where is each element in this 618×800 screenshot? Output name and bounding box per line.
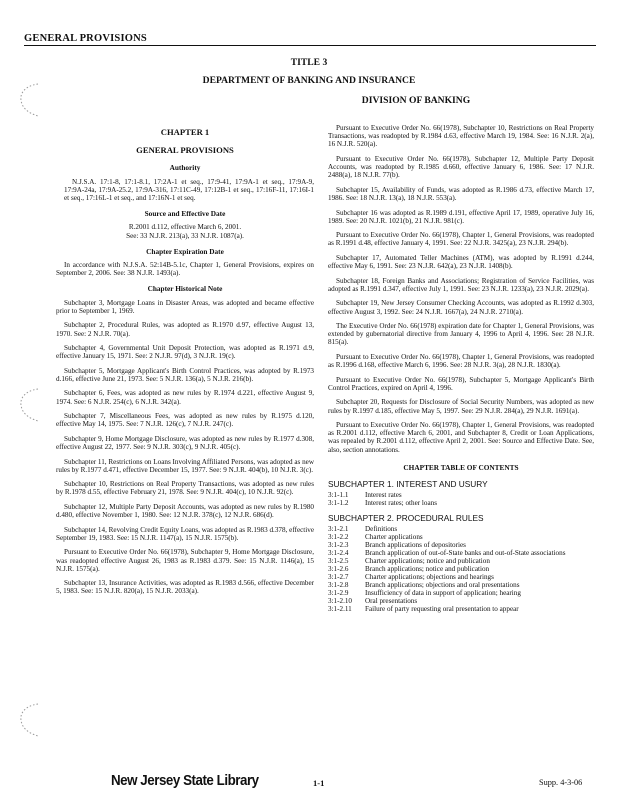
toc-row[interactable] xyxy=(328,565,594,573)
section-title: Insufficiency of data in support of application; hearing xyxy=(365,589,521,598)
section-title: Charter applications; notice and publication xyxy=(365,557,490,566)
history-note: Pursuant to Executive Order No. 66(1978), Chapter 1, General Provisions, was readopted as R.1996 d.168, effective March 6, 1996. See: 28 N.J.R. 3(a), 28 N.J.R. 1830(a). xyxy=(328,352,594,370)
history-note: Subchapter 3, Mortgage Loans in Disaster Areas, was adopted and became effective prior to September 1, 1969. xyxy=(56,298,314,315)
expiration-text: In accordance with N.J.S.A. 52:14B-5.1c, Chapter 1, General Provisions, expires on September 2, 2006. See: 38 N.J.R. 1493(a). xyxy=(56,261,314,278)
section-number: 3:1-2.1 xyxy=(328,525,349,534)
section-title: Failure of party requesting oral presentation to appear xyxy=(365,605,519,614)
toc-row[interactable] xyxy=(328,581,594,589)
history-note: Pursuant to Executive Order No. 66(1978), Chapter 1, General Provisions, was readopted as R.1991 d.48, effective January 4, 1991. See: 22 N.J.R. 3425(a), 23 N.J.R. 294(b). xyxy=(328,231,594,248)
history-note: Subchapter 18, Foreign Banks and Associations; Registration of Service Facilities, was adopted as R.1991 d.347, effective July 1, 1991. See: 23 N.J.R. 1233(a), 23 N.J.R. 2029(a). xyxy=(328,276,594,293)
section-title: Charter applications xyxy=(365,533,423,542)
binder-hole-mark-top xyxy=(16,80,44,120)
history-note: The Executive Order No. 66(1978) expiration date for Chapter 1, General Provisions, was extended by gubernatorial directive from January 4, 1996 to April 4, 1996. See: 28 N.J.R. 815(a). xyxy=(328,322,594,347)
history-note: Subchapter 15, Availability of Funds, was adopted as R.1986 d.73, effective March 17, 1986. See: 18 N.J.R. 13(a), 18 N.J.R. 553(a). xyxy=(328,185,594,203)
toc-row[interactable] xyxy=(328,541,594,549)
section-number: 3:1-2.3 xyxy=(328,541,349,550)
toc-row[interactable] xyxy=(328,491,594,499)
section-title: Branch application of out-of-State banks and out-of-State associations xyxy=(365,549,566,558)
section-number: 3:1-2.4 xyxy=(328,549,349,558)
history-note: Pursuant to Executive Order No. 66(1978), Subchapter 9, Home Mortgage Disclosure, was readopted effective August 26, 1983 as R.1983 d.379. See: 15 N.J.R. 1146(a), 15 N.J.R. 1575(a). xyxy=(56,548,314,573)
chapter-title: GENERAL PROVISIONS xyxy=(136,145,234,156)
history-note: Pursuant to Executive Order No. 66(1978), Subchapter 10, Restrictions on Real Property Transactions, was readopted by R.1984 d.63, effective March 19, 1984. See: 16 N.J.R. 2(a), 16 N.J.R. 520(a). xyxy=(328,124,594,149)
history-heading: Chapter Historical Note xyxy=(147,284,223,294)
history-note: Subchapter 2, Procedural Rules, was adopted as R.1970 d.97, effective August 13, 1970. See: 2 N.J.R. 70(a). xyxy=(56,321,314,338)
subchapter-1-title: SUBCHAPTER 1. INTEREST AND USURY xyxy=(328,479,488,490)
toc-heading: CHAPTER TABLE OF CONTENTS xyxy=(403,462,519,472)
supplement-date: Supp. 4-3-06 xyxy=(539,778,583,787)
section-number: 3:1-2.2 xyxy=(328,533,349,542)
chapter-heading: CHAPTER 1 xyxy=(160,127,210,137)
history-note: Subchapter 14, Revolving Credit Equity Loans, was adopted as R.1983 d.378, effective September 19, 1983. See: 15 N.J.R. 1147(a), 15 N.J.R. 1575(b). xyxy=(56,525,314,542)
section-title: Oral presentations xyxy=(365,597,418,606)
history-note: Subchapter 20, Requests for Disclosure of Social Security Numbers, was adopted as new rules by R.1997 d.185, effective May 5, 1997. See: 29 N.J.R. 284(a), 29 N.J.R. 1691(a). xyxy=(328,398,594,415)
section-title: Definitions xyxy=(365,525,398,534)
section-number: 3:1-2.10 xyxy=(328,597,352,606)
section-number: 3:1-2.6 xyxy=(328,565,349,574)
source-line: See: 33 N.J.R. 213(a), 33 N.J.R. 1087(a). xyxy=(126,231,244,240)
history-note: Subchapter 17, Automated Teller Machines (ATM), was adopted by R.1991 d.244, effective May 6, 1991. See: 23 N.J.R. 642(a), 23 N.J.R. 1408(b). xyxy=(328,253,594,271)
subchapter-2-title: SUBCHAPTER 2. PROCEDURAL RULES xyxy=(328,513,484,524)
running-head: GENERAL PROVISIONS xyxy=(24,33,596,46)
section-title: Charter applications; objections and hearings xyxy=(365,573,494,582)
toc-row[interactable] xyxy=(328,597,594,605)
toc-row[interactable] xyxy=(328,605,594,613)
history-note: Pursuant to Executive Order No. 66(1978), Subchapter 5, Mortgage Applicant's Birth Control Practices, expired on April 4, 1996. xyxy=(328,375,594,392)
source-text xyxy=(56,223,314,239)
history-note: Subchapter 5, Mortgage Applicant's Birth Control Practices, was adopted by R.1973 d.166, effective June 21, 1973. See: 5 N.J.R. 136(a), 5 N.J.R. 216(b). xyxy=(56,366,314,383)
history-note: Subchapter 6, Fees, was adopted as new rules by R.1974 d.221, effective August 9, 1974. See: 6 N.J.R. 254(c), 6 N.J.R. 342(a). xyxy=(56,389,314,406)
toc-row[interactable] xyxy=(328,533,594,541)
history-note: Subchapter 9, Home Mortgage Disclosure, was adopted as new rules by R.1977 d.308, effective August 22, 1977. See: 9 N.J.R. 303(c), 9 N.J.R. 405(c). xyxy=(56,434,314,452)
toc-row[interactable] xyxy=(328,557,594,565)
left-column xyxy=(56,128,314,602)
section-number: 3:1-2.11 xyxy=(328,605,352,614)
authority-text: N.J.S.A. 17:1-8, 17:1-8.1, 17:2A-1 et seq., 17:9-41, 17:9A-1 et seq., 17:9A-9, 17:9A-24a, 17:9A-25.2, 17:9A-316, 17:11C-49, 17:12B-1 et seq., 17:16F-11, 17:16I-1 et seq., 17:16L-1 et seq., and 17:16N-1 et seq. xyxy=(64,177,314,203)
section-number: 3:1-2.7 xyxy=(328,573,349,582)
section-number: 3:1-2.9 xyxy=(328,589,349,598)
toc-row[interactable] xyxy=(328,549,594,557)
toc-row[interactable] xyxy=(328,525,594,533)
right-column xyxy=(328,124,594,613)
section-title: Branch applications; objections and oral presentations xyxy=(365,581,520,590)
history-note: Subchapter 19, New Jersey Consumer Checking Accounts, was adopted as R.1992 d.303, effective August 3, 1992. See: 24 N.J.R. 1667(a), 24 N.J.R. 2710(a). xyxy=(328,299,594,316)
section-number: 3:1-2.5 xyxy=(328,557,349,566)
source-line: R.2001 d.112, effective March 6, 2001. xyxy=(128,223,242,232)
history-note: Subchapter 7, Miscellaneous Fees, was adopted as new rules by R.1975 d.120, effective May 14, 1975. See: 7 N.J.R. 126(c), 7 N.J.R. 247(c). xyxy=(56,412,314,429)
history-note: Subchapter 11, Restrictions on Loans Involving Affiliated Persons, was adopted as new rules by R.1977 d.471, effective December 15, 1977. See: 9 N.J.R. 404(b), 10 N.J.R. 3(c). xyxy=(56,457,314,474)
toc-row[interactable] xyxy=(328,589,594,597)
section-title: Interest rates; other loans xyxy=(365,499,437,508)
binder-hole-mark-middle xyxy=(16,385,44,425)
history-note: Pursuant to Executive Order No. 66(1978), Subchapter 12, Multiple Party Deposit Accounts, was readopted by R.1985 d.660, effective January 6, 1986. See: 17 N.J.R. 2488(a), 18 N.J.R. 77(b). xyxy=(328,154,594,180)
authority-heading: Authority xyxy=(169,163,201,173)
history-note: Pursuant to Executive Order No. 66(1978), Chapter 1, General Provisions, was readopted as R.2001 d.112, effective March 6, 2001, and Subchapter 8, Credit or Loan Applications, was repealed by R.2001 d.112, effective April 2, 2001. See: Source and Effective Date. See, also, section annotations. xyxy=(328,421,594,454)
section-title: Interest rates xyxy=(365,491,402,500)
section-title: Branch applications; notice and publication xyxy=(365,565,490,574)
binder-hole-mark-bottom xyxy=(16,700,44,740)
expiration-heading: Chapter Expiration Date xyxy=(146,246,224,256)
section-title: Branch applications of depositories xyxy=(365,541,466,550)
history-note: Subchapter 10, Restrictions on Real Property Transactions, was adopted as new rules by R.1978 d.55, effective February 21, 1978. See: 9 N.J.R. 404(c), 10 N.J.R. 92(c). xyxy=(56,480,314,497)
section-number: 3:1-2.8 xyxy=(328,581,349,590)
page-number: 1-1 xyxy=(313,778,325,788)
section-number: 3:1-1.1 xyxy=(328,491,349,500)
source-heading: Source and Effective Date xyxy=(144,209,226,219)
toc-row[interactable] xyxy=(328,573,594,581)
division-heading: DIVISION OF BANKING xyxy=(361,95,471,106)
title-heading: TITLE 3 xyxy=(290,57,328,68)
history-note: Subchapter 13, Insurance Activities, was adopted as R.1983 d.566, effective December 5, 1983. See: 15 N.J.R. 820(a), 15 N.J.R. 2033(a). xyxy=(56,579,314,596)
toc-row[interactable] xyxy=(328,499,594,507)
history-note: Subchapter 4, Governmental Unit Deposit Protection, was adopted as R.1971 d.9, effective January 15, 1971. See: 2 N.J.R. 97(d), 3 N.J.R. 19(c). xyxy=(56,344,314,361)
history-note: Subchapter 12, Multiple Party Deposit Accounts, was adopted as new rules by R.1980 d.480, effective November 1, 1980. See: 12 N.J.R. 378(c), 12 N.J.R. 686(d). xyxy=(56,502,314,520)
library-brand: New Jersey State Library xyxy=(111,773,259,789)
department-heading: DEPARTMENT OF BANKING AND INSURANCE xyxy=(202,75,416,86)
history-note: Subchapter 16 was adopted as R.1989 d.191, effective April 17, 1989, operative July 16, 1989. See: 20 N.J.R. 1021(b), 21 N.J.R. 981(c). xyxy=(328,208,594,225)
section-number: 3:1-1.2 xyxy=(328,499,349,508)
